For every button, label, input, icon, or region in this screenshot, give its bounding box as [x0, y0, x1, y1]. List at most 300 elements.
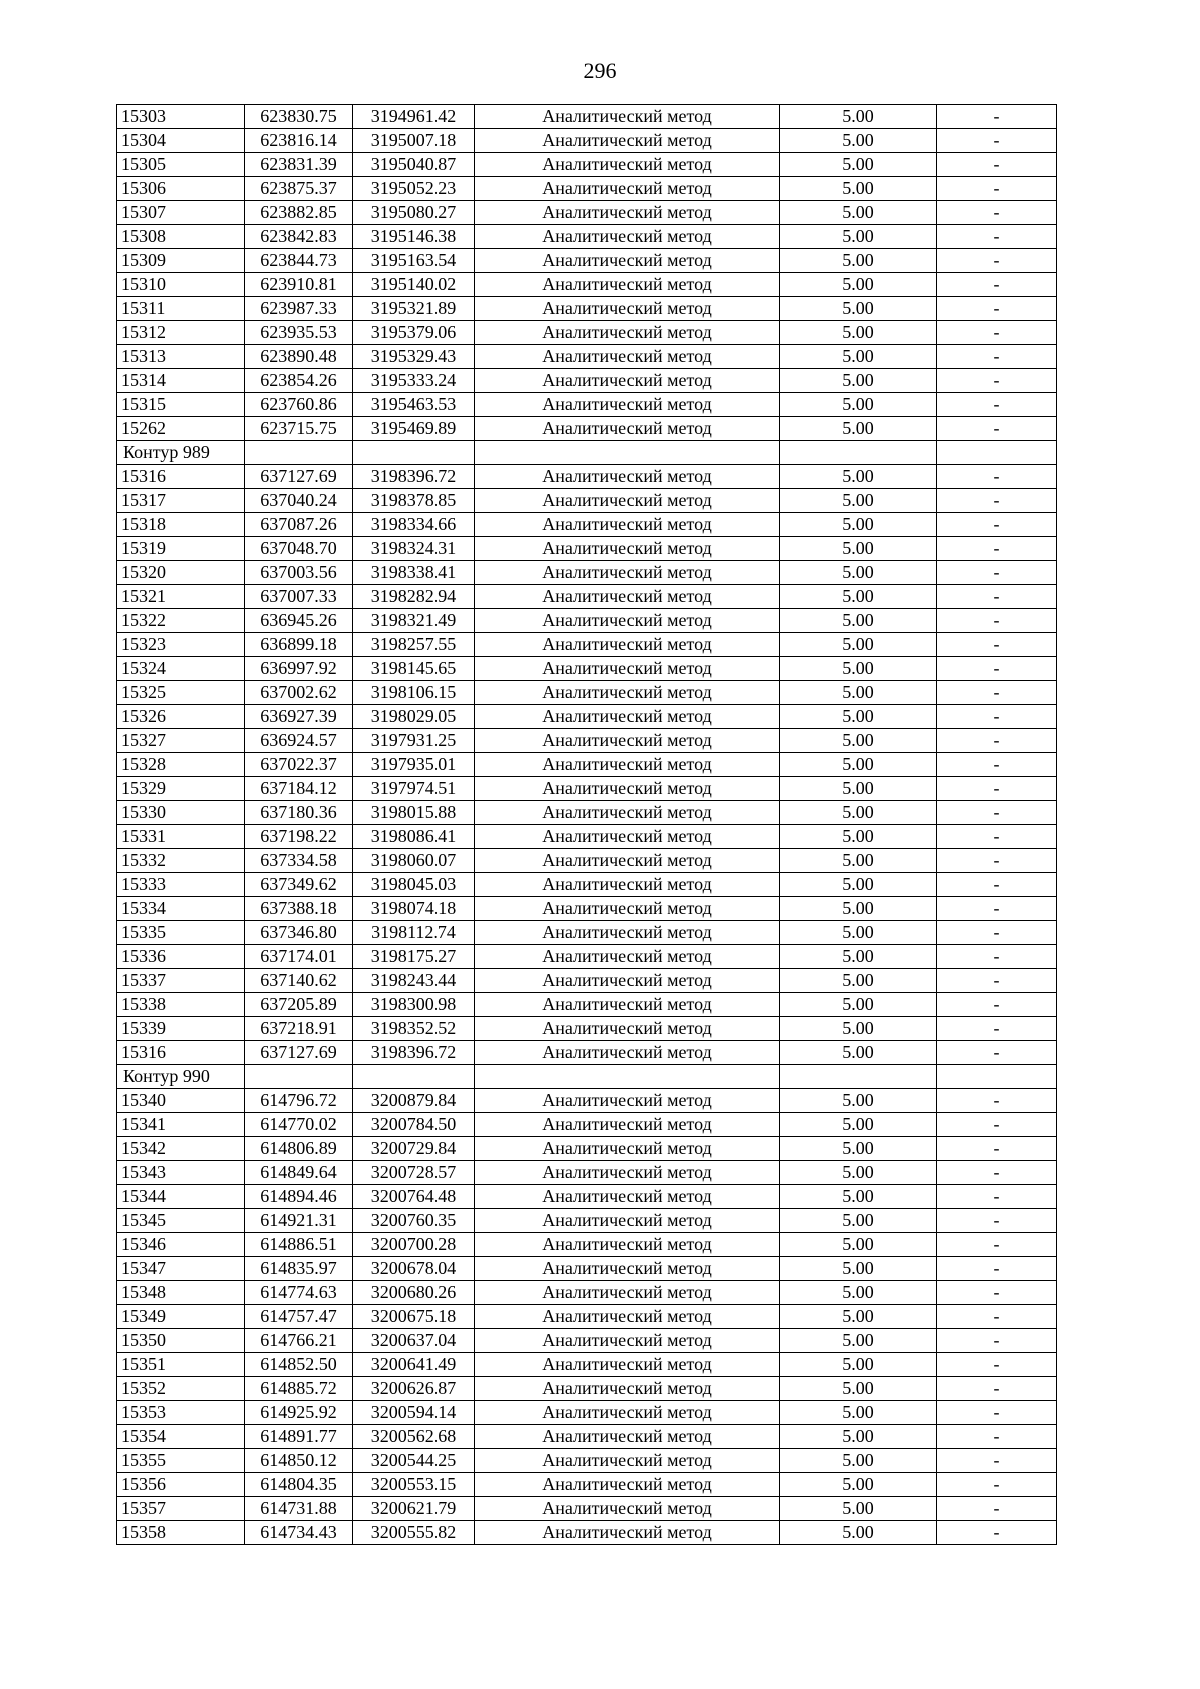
table-row [117, 105, 1057, 129]
cell-x: 637003.56 [245, 561, 353, 585]
cell-precision: 5.00 [780, 1449, 937, 1473]
cell-x: 637218.91 [245, 1017, 353, 1041]
cell-x: 623816.14 [245, 129, 353, 153]
table-row [117, 1497, 1057, 1521]
cell-point-id: 15304 [117, 129, 245, 153]
cell-description: - [937, 1425, 1057, 1449]
cell-description: - [937, 297, 1057, 321]
table-row [117, 1137, 1057, 1161]
cell-x: 614850.12 [245, 1449, 353, 1473]
cell-x: 637127.69 [245, 465, 353, 489]
cell-method: Аналитический метод [475, 1017, 780, 1041]
table-row [117, 705, 1057, 729]
cell-method: Аналитический метод [475, 1329, 780, 1353]
cell-point-id: 15316 [117, 465, 245, 489]
cell-precision: 5.00 [780, 201, 937, 225]
table-row [117, 513, 1057, 537]
cell-point-id: 15351 [117, 1353, 245, 1377]
cell-method: Аналитический метод [475, 1137, 780, 1161]
table-row [117, 1521, 1057, 1545]
cell-precision: 5.00 [780, 561, 937, 585]
cell-precision: 5.00 [780, 1401, 937, 1425]
cell-x: 637127.69 [245, 1041, 353, 1065]
cell-method: Аналитический метод [475, 153, 780, 177]
cell-method: Аналитический метод [475, 1233, 780, 1257]
cell-method: Аналитический метод [475, 273, 780, 297]
cell-point-id: 15317 [117, 489, 245, 513]
table-row [117, 489, 1057, 513]
cell-method: Аналитический метод [475, 897, 780, 921]
cell-description: - [937, 945, 1057, 969]
cell-y: 3198175.27 [353, 945, 475, 969]
cell-description: - [937, 1233, 1057, 1257]
cell-x: 614849.64 [245, 1161, 353, 1185]
cell-x: 614925.92 [245, 1401, 353, 1425]
cell-x: 623842.83 [245, 225, 353, 249]
cell-point-id: 15349 [117, 1305, 245, 1329]
cell-precision: 5.00 [780, 945, 937, 969]
cell-method: Аналитический метод [475, 873, 780, 897]
cell-y: 3198015.88 [353, 801, 475, 825]
cell-y: 3200680.26 [353, 1281, 475, 1305]
cell-y: 3200562.68 [353, 1425, 475, 1449]
cell-method: Аналитический метод [475, 1257, 780, 1281]
cell-x: 637205.89 [245, 993, 353, 1017]
cell-precision: 5.00 [780, 1209, 937, 1233]
cell-method: Аналитический метод [475, 1209, 780, 1233]
table-row [117, 1089, 1057, 1113]
cell-x: 637388.18 [245, 897, 353, 921]
cell-point-id: 15348 [117, 1281, 245, 1305]
cell-y: 3200555.82 [353, 1521, 475, 1545]
cell-description: - [937, 633, 1057, 657]
cell-point-id: 15339 [117, 1017, 245, 1041]
cell-method: Аналитический метод [475, 249, 780, 273]
cell-method: Аналитический метод [475, 297, 780, 321]
cell-x: 623715.75 [245, 417, 353, 441]
cell-y: 3198321.49 [353, 609, 475, 633]
cell-description: - [937, 561, 1057, 585]
cell-point-id: 15338 [117, 993, 245, 1017]
cell-precision: 5.00 [780, 1521, 937, 1545]
cell-point-id: 15353 [117, 1401, 245, 1425]
cell-precision: 5.00 [780, 873, 937, 897]
cell-point-id: 15326 [117, 705, 245, 729]
cell-precision: 5.00 [780, 801, 937, 825]
cell-point-id: 15311 [117, 297, 245, 321]
cell-x: 623854.26 [245, 369, 353, 393]
cell-description: - [937, 681, 1057, 705]
cell-x: 614731.88 [245, 1497, 353, 1521]
cell-method: Аналитический метод [475, 369, 780, 393]
cell-y: 3195329.43 [353, 345, 475, 369]
table-row [117, 465, 1057, 489]
cell-precision: 5.00 [780, 1305, 937, 1329]
cell-point-id: 15313 [117, 345, 245, 369]
cell-precision: 5.00 [780, 105, 937, 129]
table-row [117, 321, 1057, 345]
cell-precision: 5.00 [780, 513, 937, 537]
table-row [117, 969, 1057, 993]
cell-method: Аналитический метод [475, 825, 780, 849]
cell-precision: 5.00 [780, 1329, 937, 1353]
cell-y: 3195321.89 [353, 297, 475, 321]
cell-method: Аналитический метод [475, 345, 780, 369]
table-row [117, 729, 1057, 753]
cell-method: Аналитический метод [475, 177, 780, 201]
cell-description: - [937, 321, 1057, 345]
cell-description: - [937, 801, 1057, 825]
cell-description: - [937, 969, 1057, 993]
cell-x: 614774.63 [245, 1281, 353, 1305]
cell-description: - [937, 249, 1057, 273]
cell-x: 614757.47 [245, 1305, 353, 1329]
cell-description: - [937, 609, 1057, 633]
cell-point-id: 15310 [117, 273, 245, 297]
cell-x: 623830.75 [245, 105, 353, 129]
cell-method: Аналитический метод [475, 729, 780, 753]
table-row [117, 297, 1057, 321]
cell-description [937, 1065, 1057, 1089]
cell-description: - [937, 1473, 1057, 1497]
cell-method: Аналитический метод [475, 849, 780, 873]
cell-method: Аналитический метод [475, 681, 780, 705]
cell-y: 3195463.53 [353, 393, 475, 417]
cell-y: 3198300.98 [353, 993, 475, 1017]
cell-method: Аналитический метод [475, 777, 780, 801]
cell-precision: 5.00 [780, 1497, 937, 1521]
cell-y: 3200764.48 [353, 1185, 475, 1209]
cell-method: Аналитический метод [475, 1425, 780, 1449]
cell-description: - [937, 345, 1057, 369]
cell-y: 3198324.31 [353, 537, 475, 561]
cell-point-id: 15327 [117, 729, 245, 753]
cell-precision: 5.00 [780, 345, 937, 369]
cell-description: - [937, 1401, 1057, 1425]
cell-y: 3197974.51 [353, 777, 475, 801]
cell-method: Аналитический метод [475, 465, 780, 489]
cell-point-id: 15329 [117, 777, 245, 801]
cell-precision: 5.00 [780, 729, 937, 753]
cell-y: 3200729.84 [353, 1137, 475, 1161]
cell-description: - [937, 417, 1057, 441]
cell-x: 637180.36 [245, 801, 353, 825]
cell-method: Аналитический метод [475, 921, 780, 945]
cell-method: Аналитический метод [475, 321, 780, 345]
cell-point-id: 15340 [117, 1089, 245, 1113]
table-row [117, 897, 1057, 921]
cell-y: 3195040.87 [353, 153, 475, 177]
cell-precision: 5.00 [780, 969, 937, 993]
cell-method: Аналитический метод [475, 1401, 780, 1425]
cell-method: Аналитический метод [475, 657, 780, 681]
table-row [117, 1281, 1057, 1305]
cell-y [353, 441, 475, 465]
cell-precision: 5.00 [780, 1161, 937, 1185]
cell-precision [780, 441, 937, 465]
cell-method: Аналитический метод [475, 945, 780, 969]
table-row [117, 1161, 1057, 1185]
contour-label: Контур 989 [117, 441, 245, 465]
cell-point-id: 15320 [117, 561, 245, 585]
cell-y: 3200728.57 [353, 1161, 475, 1185]
table-row [117, 129, 1057, 153]
cell-x: 614734.43 [245, 1521, 353, 1545]
cell-point-id: 15346 [117, 1233, 245, 1257]
contour-header-row [117, 1065, 1057, 1089]
cell-x: 637346.80 [245, 921, 353, 945]
cell-y: 3200637.04 [353, 1329, 475, 1353]
cell-description: - [937, 1521, 1057, 1545]
cell-point-id: 15347 [117, 1257, 245, 1281]
cell-precision: 5.00 [780, 777, 937, 801]
cell-point-id: 15331 [117, 825, 245, 849]
cell-point-id: 15328 [117, 753, 245, 777]
cell-method: Аналитический метод [475, 561, 780, 585]
cell-precision: 5.00 [780, 393, 937, 417]
cell-y: 3200626.87 [353, 1377, 475, 1401]
cell-point-id: 15307 [117, 201, 245, 225]
cell-description: - [937, 273, 1057, 297]
cell-y: 3198112.74 [353, 921, 475, 945]
contour-header-row [117, 441, 1057, 465]
cell-method [475, 1065, 780, 1089]
cell-method: Аналитический метод [475, 201, 780, 225]
cell-point-id: 15308 [117, 225, 245, 249]
cell-description: - [937, 849, 1057, 873]
table-row [117, 561, 1057, 585]
cell-description: - [937, 585, 1057, 609]
contour-label: Контур 990 [117, 1065, 245, 1089]
cell-point-id: 15325 [117, 681, 245, 705]
cell-x: 637048.70 [245, 537, 353, 561]
cell-point-id: 15332 [117, 849, 245, 873]
cell-point-id: 15316 [117, 1041, 245, 1065]
cell-y: 3200621.79 [353, 1497, 475, 1521]
cell-x: 636997.92 [245, 657, 353, 681]
cell-y: 3198378.85 [353, 489, 475, 513]
cell-method: Аналитический метод [475, 393, 780, 417]
cell-point-id: 15336 [117, 945, 245, 969]
cell-point-id: 15337 [117, 969, 245, 993]
cell-method: Аналитический метод [475, 1089, 780, 1113]
table-row [117, 657, 1057, 681]
cell-description: - [937, 1017, 1057, 1041]
cell-precision: 5.00 [780, 321, 937, 345]
cell-description: - [937, 1281, 1057, 1305]
cell-precision: 5.00 [780, 1281, 937, 1305]
cell-x: 614885.72 [245, 1377, 353, 1401]
cell-y: 3198145.65 [353, 657, 475, 681]
cell-x: 614921.31 [245, 1209, 353, 1233]
cell-precision: 5.00 [780, 1353, 937, 1377]
table-row [117, 609, 1057, 633]
cell-precision: 5.00 [780, 849, 937, 873]
cell-method: Аналитический метод [475, 969, 780, 993]
cell-description: - [937, 225, 1057, 249]
cell-y: 3198029.05 [353, 705, 475, 729]
cell-point-id: 15262 [117, 417, 245, 441]
cell-description: - [937, 657, 1057, 681]
cell-point-id: 15319 [117, 537, 245, 561]
cell-method: Аналитический метод [475, 417, 780, 441]
cell-point-id: 15322 [117, 609, 245, 633]
cell-description: - [937, 705, 1057, 729]
cell-point-id: 15315 [117, 393, 245, 417]
cell-method: Аналитический метод [475, 1281, 780, 1305]
cell-method: Аналитический метод [475, 1161, 780, 1185]
cell-x: 614852.50 [245, 1353, 353, 1377]
cell-point-id: 15314 [117, 369, 245, 393]
cell-precision: 5.00 [780, 633, 937, 657]
cell-description: - [937, 105, 1057, 129]
cell-description: - [937, 1449, 1057, 1473]
cell-precision [780, 1065, 937, 1089]
cell-precision: 5.00 [780, 993, 937, 1017]
cell-y: 3198352.52 [353, 1017, 475, 1041]
cell-y: 3195146.38 [353, 225, 475, 249]
table-row [117, 1305, 1057, 1329]
cell-x: 623910.81 [245, 273, 353, 297]
cell-description: - [937, 993, 1057, 1017]
table-row [117, 801, 1057, 825]
cell-method: Аналитический метод [475, 513, 780, 537]
cell-point-id: 15355 [117, 1449, 245, 1473]
table-row [117, 1401, 1057, 1425]
cell-y: 3198106.15 [353, 681, 475, 705]
cell-precision: 5.00 [780, 225, 937, 249]
cell-description: - [937, 369, 1057, 393]
cell-precision: 5.00 [780, 1233, 937, 1257]
cell-description: - [937, 201, 1057, 225]
cell-method: Аналитический метод [475, 1377, 780, 1401]
cell-point-id: 15305 [117, 153, 245, 177]
cell-description: - [937, 777, 1057, 801]
cell-x: 614886.51 [245, 1233, 353, 1257]
cell-precision: 5.00 [780, 585, 937, 609]
cell-y: 3195379.06 [353, 321, 475, 345]
cell-precision: 5.00 [780, 465, 937, 489]
table-row [117, 1185, 1057, 1209]
table-row [117, 585, 1057, 609]
table-row [117, 1353, 1057, 1377]
cell-precision: 5.00 [780, 897, 937, 921]
cell-precision: 5.00 [780, 537, 937, 561]
cell-point-id: 15354 [117, 1425, 245, 1449]
cell-precision: 5.00 [780, 609, 937, 633]
table-row [117, 777, 1057, 801]
cell-method: Аналитический метод [475, 585, 780, 609]
cell-point-id: 15352 [117, 1377, 245, 1401]
cell-y: 3198396.72 [353, 465, 475, 489]
table-row [117, 1377, 1057, 1401]
cell-description: - [937, 1137, 1057, 1161]
cell-precision: 5.00 [780, 1041, 937, 1065]
cell-x: 623882.85 [245, 201, 353, 225]
cell-x: 614806.89 [245, 1137, 353, 1161]
cell-y: 3198045.03 [353, 873, 475, 897]
cell-method: Аналитический метод [475, 489, 780, 513]
table-row [117, 417, 1057, 441]
cell-point-id: 15343 [117, 1161, 245, 1185]
table-row [117, 537, 1057, 561]
table-row [117, 201, 1057, 225]
table-row [117, 993, 1057, 1017]
cell-method: Аналитический метод [475, 129, 780, 153]
cell-y: 3200784.50 [353, 1113, 475, 1137]
cell-x: 623844.73 [245, 249, 353, 273]
cell-method: Аналитический метод [475, 1185, 780, 1209]
cell-x: 614835.97 [245, 1257, 353, 1281]
cell-description: - [937, 825, 1057, 849]
cell-x: 637040.24 [245, 489, 353, 513]
cell-description: - [937, 753, 1057, 777]
cell-point-id: 15344 [117, 1185, 245, 1209]
cell-x: 636945.26 [245, 609, 353, 633]
cell-y: 3197935.01 [353, 753, 475, 777]
cell-precision: 5.00 [780, 1089, 937, 1113]
cell-point-id: 15303 [117, 105, 245, 129]
cell-method: Аналитический метод [475, 1305, 780, 1329]
cell-precision: 5.00 [780, 177, 937, 201]
cell-description: - [937, 1209, 1057, 1233]
cell-x [245, 441, 353, 465]
cell-y: 3195163.54 [353, 249, 475, 273]
cell-precision: 5.00 [780, 825, 937, 849]
table-row [117, 873, 1057, 897]
cell-method: Аналитический метод [475, 1041, 780, 1065]
cell-x: 637022.37 [245, 753, 353, 777]
cell-x: 623935.53 [245, 321, 353, 345]
cell-description: - [937, 897, 1057, 921]
cell-y: 3200675.18 [353, 1305, 475, 1329]
cell-point-id: 15324 [117, 657, 245, 681]
cell-precision: 5.00 [780, 657, 937, 681]
cell-y: 3200544.25 [353, 1449, 475, 1473]
table-row [117, 1473, 1057, 1497]
cell-point-id: 15345 [117, 1209, 245, 1233]
cell-method: Аналитический метод [475, 105, 780, 129]
cell-method: Аналитический метод [475, 993, 780, 1017]
cell-x: 637087.26 [245, 513, 353, 537]
cell-point-id: 15341 [117, 1113, 245, 1137]
cell-description: - [937, 921, 1057, 945]
cell-x: 637002.62 [245, 681, 353, 705]
table-row [117, 249, 1057, 273]
cell-description: - [937, 1377, 1057, 1401]
table-row [117, 153, 1057, 177]
cell-description: - [937, 1113, 1057, 1137]
cell-y: 3198074.18 [353, 897, 475, 921]
cell-x: 614796.72 [245, 1089, 353, 1113]
cell-description: - [937, 1089, 1057, 1113]
cell-point-id: 15321 [117, 585, 245, 609]
cell-y: 3198243.44 [353, 969, 475, 993]
cell-precision: 5.00 [780, 417, 937, 441]
cell-x: 637007.33 [245, 585, 353, 609]
cell-x: 636924.57 [245, 729, 353, 753]
cell-method: Аналитический метод [475, 1113, 780, 1137]
cell-y: 3198334.66 [353, 513, 475, 537]
cell-description: - [937, 1185, 1057, 1209]
table-row [117, 1113, 1057, 1137]
page-number: 296 [583, 58, 617, 83]
cell-description: - [937, 1353, 1057, 1377]
cell-point-id: 15323 [117, 633, 245, 657]
cell-y: 3198086.41 [353, 825, 475, 849]
cell-x: 623890.48 [245, 345, 353, 369]
cell-x: 636899.18 [245, 633, 353, 657]
